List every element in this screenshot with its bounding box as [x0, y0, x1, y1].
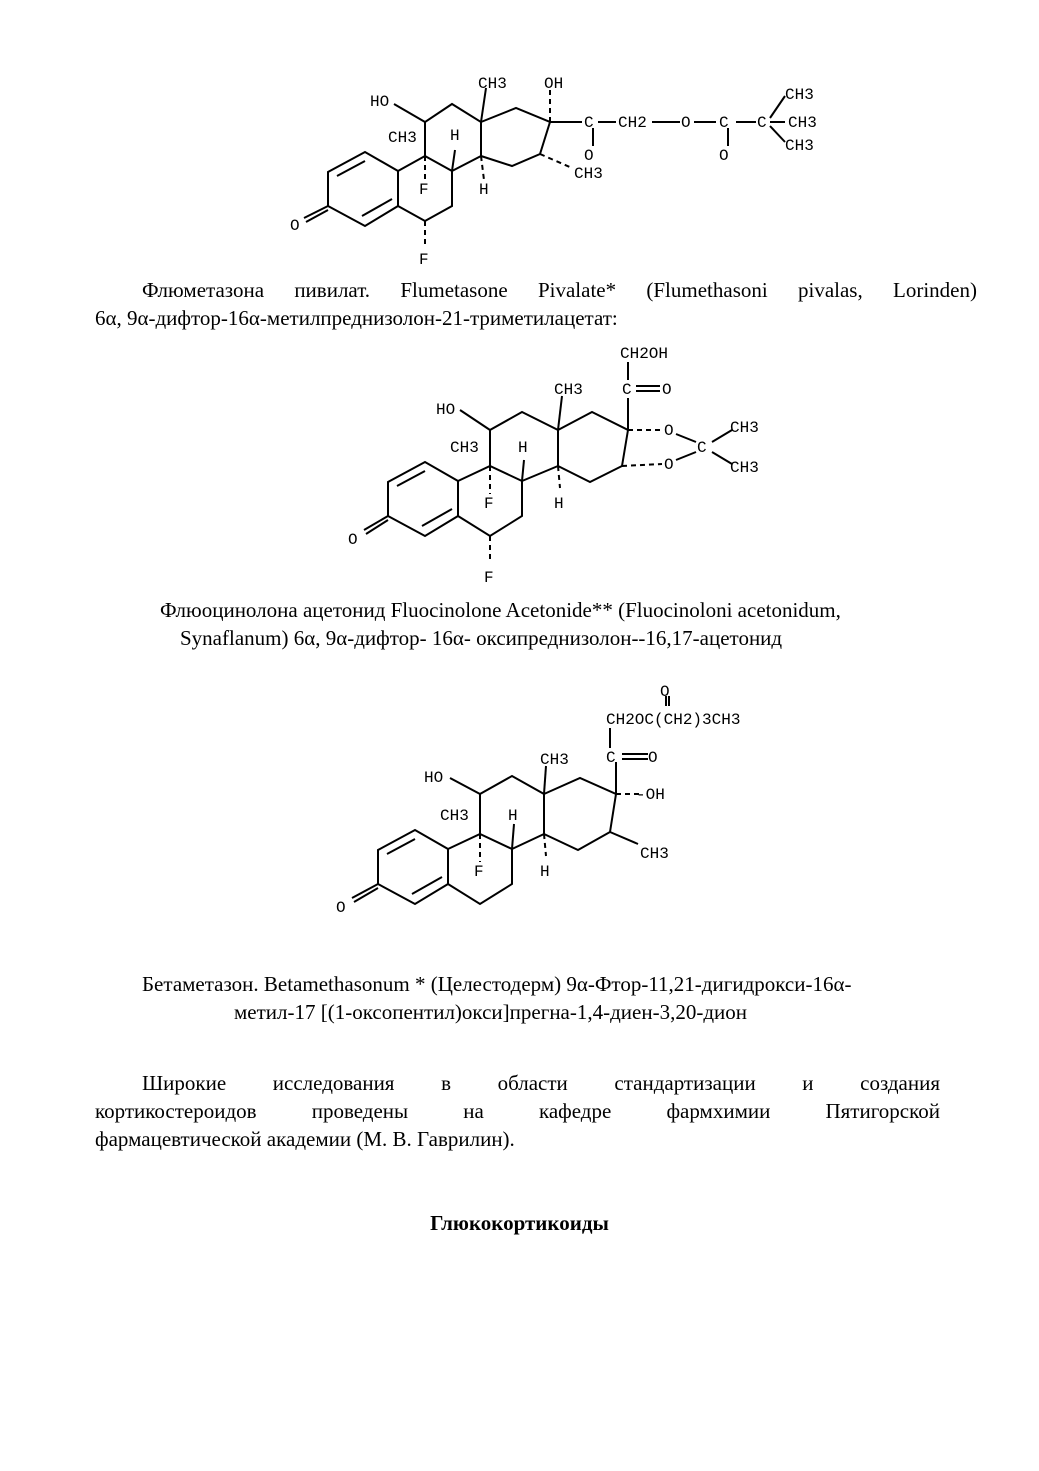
caption-betamethasone-line2: метил-17 [(1-оксопентил)окси]прегна-1,4-диен-3,20-дион: [234, 1000, 747, 1024]
section-heading: Глюкокортикоиды: [430, 1211, 609, 1235]
ch3-10-label: CH3: [450, 439, 479, 457]
oh-17-label: OH: [544, 75, 564, 93]
ch3-a-label: CH3: [785, 86, 814, 104]
o-3-label: O: [336, 899, 346, 917]
o-20-label: O: [648, 749, 658, 767]
ch3-b-label: CH3: [788, 114, 817, 132]
ch3-13-label: CH3: [478, 75, 507, 93]
caption-fluocinolone: [160, 596, 980, 652]
o-ester-label: O: [681, 114, 691, 132]
ho-label: HO: [436, 401, 456, 419]
h-8-label: H: [508, 807, 518, 825]
ch3-c-label: CH3: [785, 137, 814, 155]
body-line3: фармацевтической академии (М. В. Гаврилин).: [95, 1127, 515, 1151]
betamethasone-valerate-structure: [330, 684, 800, 924]
c-ester-label: C: [719, 114, 729, 132]
o-3-label: O: [348, 531, 358, 549]
body-line2: кортикостероидов проведены на кафедре фармхимии Пятигорской: [95, 1099, 940, 1123]
ch3-10-label: CH3: [388, 129, 417, 147]
f-9-label: F: [484, 495, 494, 513]
f-6-label: F: [419, 251, 429, 268]
ch3-acetal-a-label: CH3: [730, 419, 759, 437]
ch3-16-label: CH3: [640, 845, 669, 863]
h-14-label: H: [554, 495, 564, 513]
o-20-label: O: [584, 147, 594, 165]
o-3-label: O: [290, 217, 300, 235]
h-8-label: H: [450, 127, 460, 145]
caption-betamethasone: [142, 970, 982, 1026]
fluocinolone-acetonide-structure: [340, 338, 800, 588]
ch3-13-label: CH3: [540, 751, 569, 769]
c-20-label: C: [622, 381, 632, 399]
h-14-label: H: [540, 863, 550, 881]
f-9-label: F: [419, 181, 429, 199]
ch3-13-label: CH3: [554, 381, 583, 399]
ch3-10-label: CH3: [440, 807, 469, 825]
o-acetonide-a-label: O: [664, 422, 674, 440]
body-paragraph: [95, 1069, 940, 1153]
o-acetonide-b-label: O: [664, 456, 674, 474]
o-ester-dbl-label: O: [719, 147, 729, 165]
oh-17-label: -OH: [636, 786, 665, 804]
flumetasone-pivalate-structure: [280, 68, 840, 268]
c-acetal-label: C: [697, 439, 707, 457]
f-6-label: F: [484, 569, 494, 587]
o-20-label: O: [662, 381, 672, 399]
h-8-label: H: [518, 439, 528, 457]
caption-flumetasone: [95, 276, 977, 332]
ch2-label: CH2: [618, 114, 647, 132]
body-line1: Широкие исследования в области стандартизации и создания: [142, 1071, 940, 1095]
caption-flumetasone-line2: 6α, 9α-дифтор-16α-метилпреднизолон-21-триметилацетат:: [95, 306, 618, 330]
caption-betamethasone-line1: Бетаметазон. Betamethasonum * (Целестодерм) 9α-Фтор-11,21-дигидрокси-16α-: [142, 972, 852, 996]
ch3-16-label: CH3: [574, 165, 603, 183]
ester-chain-label: CH2OC(CH2)3CH3: [606, 711, 741, 729]
ho-label: HO: [370, 93, 390, 111]
o-top-label: O: [660, 684, 670, 701]
caption-fluocinolone-line2: Synaflanum) 6α, 9α-дифтор- 16α- оксипреднизолон--16,17-ацетонид: [180, 626, 783, 650]
c-20-label: C: [584, 114, 594, 132]
c-20-label: C: [606, 749, 616, 767]
f-9-label: F: [474, 863, 484, 881]
caption-fluocinolone-line1: Флюоцинолона ацетонид Fluocinolone Acetonide** (Fluocinoloni acetonidum,: [160, 598, 841, 622]
ho-label: HO: [424, 769, 444, 787]
ch2oh-label: CH2OH: [620, 345, 669, 363]
ch3-acetal-b-label: CH3: [730, 459, 759, 477]
caption-flumetasone-line1: Флюметазона пивилат. Flumetasone Pivalate* (Flumethasoni pivalas, Lorinden): [142, 278, 977, 302]
c-quat-label: C: [757, 114, 767, 132]
h-14-label: H: [479, 181, 489, 199]
